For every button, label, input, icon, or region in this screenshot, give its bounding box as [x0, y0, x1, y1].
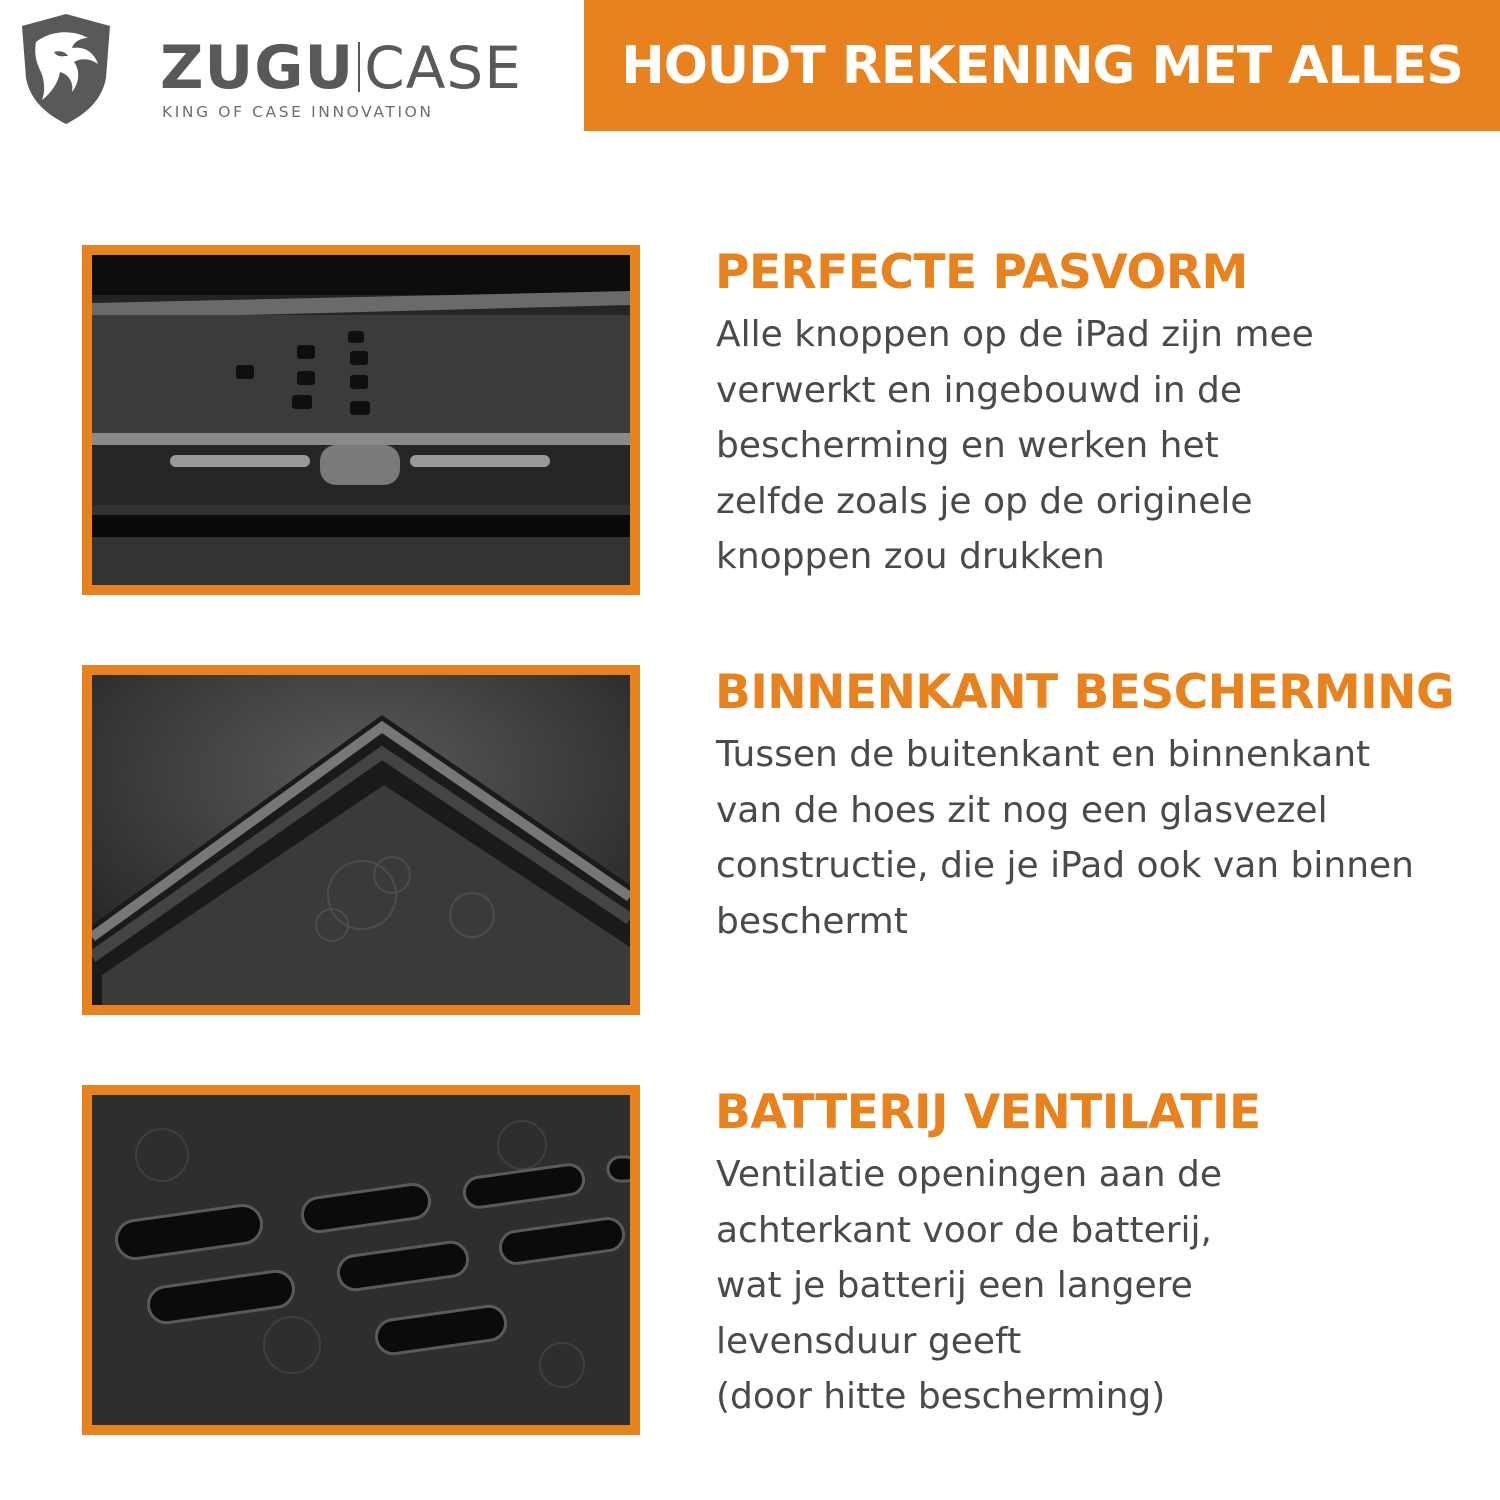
photo-frame — [82, 1085, 640, 1435]
feature-description — [716, 727, 1496, 949]
description-line: Alle knoppen op de iPad zijn mee — [716, 314, 1314, 355]
feature-title: PERFECTE PASVORM — [715, 245, 1248, 300]
case-buttons-photo — [92, 255, 630, 585]
case-inner-corner-photo — [92, 675, 630, 1005]
description-line: bescherming en werken het — [716, 425, 1219, 466]
brand-name-light: CASE — [364, 34, 522, 102]
brand-wordmark — [160, 33, 522, 103]
feature-title: BINNENKANT BESCHERMING — [715, 665, 1455, 720]
brand-name-bold: ZUGU — [160, 33, 355, 103]
description-line: beschermt — [716, 900, 908, 942]
feature-description — [716, 1147, 1496, 1425]
feature-title: BATTERIJ VENTILATIE — [715, 1085, 1261, 1140]
description-line: Tussen de buitenkant en binnenkant — [716, 734, 1371, 775]
description-line: levensduur geeft — [716, 1320, 1022, 1362]
banner-title: HOUDT REKENING MET ALLES — [621, 35, 1463, 96]
brand-logo — [14, 12, 554, 130]
description-line: knoppen zou drukken — [716, 536, 1105, 577]
description-line: zelfde zoals je op de originele — [716, 480, 1253, 522]
description-line: constructie, die je iPad ook van binnen — [716, 845, 1414, 886]
header-banner — [584, 0, 1500, 131]
brand-divider — [358, 42, 360, 92]
feature-description — [716, 307, 1496, 585]
description-line: van de hoes zit nog een glasvezel — [716, 789, 1328, 831]
case-vent-photo — [92, 1095, 630, 1425]
photo-frame — [82, 665, 640, 1015]
brand-tagline: KING OF CASE INNOVATION — [162, 103, 434, 121]
photo-frame — [82, 245, 640, 595]
description-line: verwerkt en ingebouwd in de — [716, 369, 1242, 411]
description-line: (door hitte bescherming) — [716, 1376, 1166, 1417]
description-line: achterkant voor de batterij, — [716, 1209, 1212, 1251]
description-line: Ventilatie openingen aan de — [716, 1154, 1222, 1195]
lion-shield-icon — [14, 12, 118, 126]
description-line: wat je batterij een langere — [716, 1265, 1193, 1306]
